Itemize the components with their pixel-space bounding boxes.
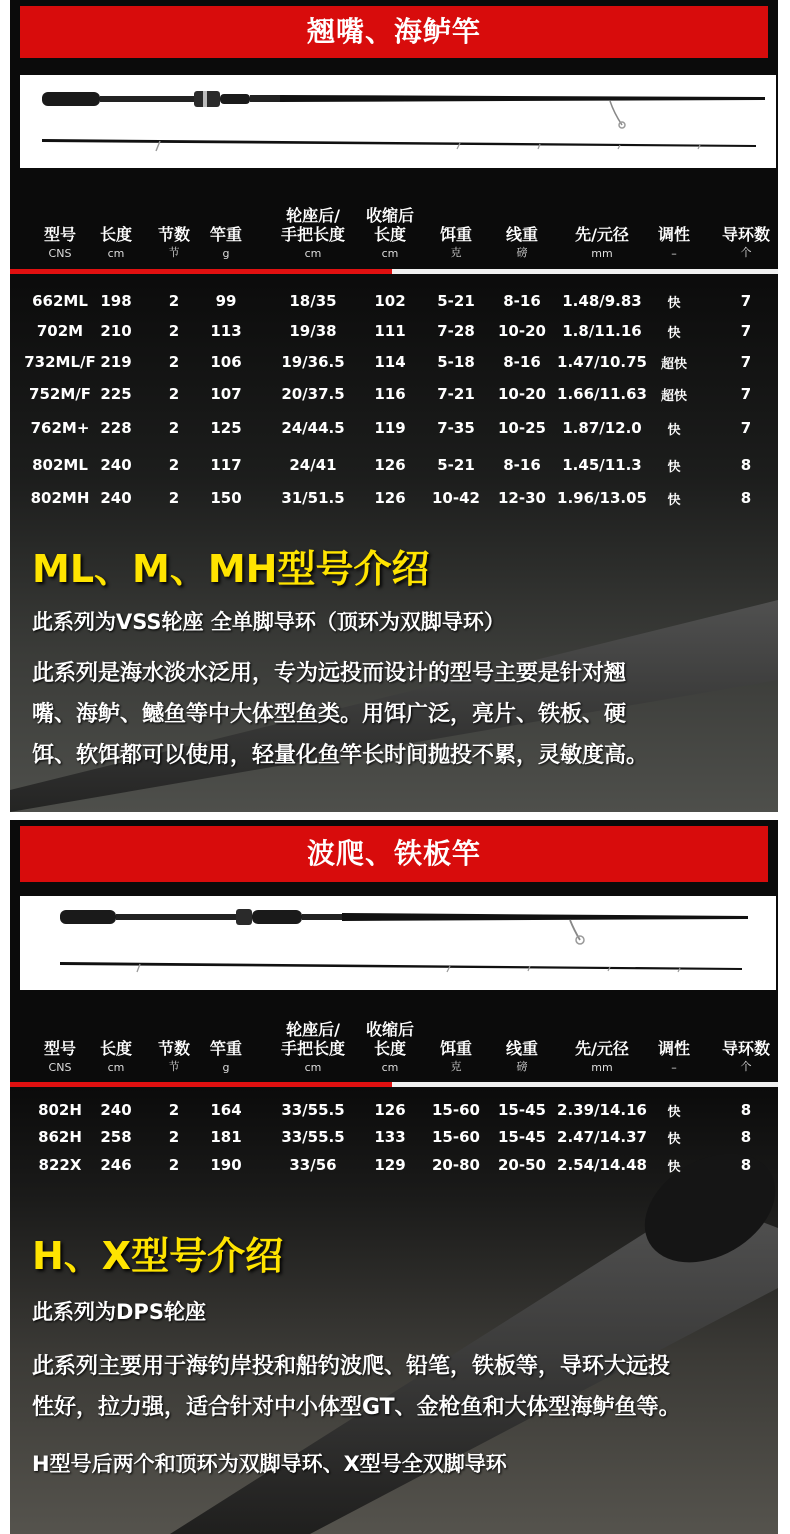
header-divider-red — [10, 269, 392, 274]
table-cell: 1.8/11.16 — [562, 322, 642, 340]
table-cell: 1.96/13.05 — [557, 489, 647, 507]
table-cell: 15-45 — [498, 1128, 546, 1146]
table-cell: 7 — [740, 353, 752, 371]
table-cell: 快 — [667, 1160, 681, 1175]
intro-paragraph: 此系列是海水淡水泛用，专为远投而设计的型号主要是针对翘 嘴、海鲈、鳡鱼等中大体型鱼类。用饵广泛，亮片、铁板、硬 饵、软饵都可以使用，轻量化鱼竿长时间抛投不累，灵敏度高。 — [32, 661, 649, 768]
table-cell: 2 — [168, 1156, 180, 1174]
column-header: 节数 节 — [157, 1039, 190, 1073]
column-header: 调性 – — [657, 225, 690, 260]
table-cell: 15-60 — [432, 1101, 480, 1119]
table-cell: 快 — [667, 460, 681, 475]
column-header: 型号 CNS — [43, 1039, 76, 1074]
table-cell: 7 — [740, 385, 752, 403]
table-cell: 8 — [740, 1156, 752, 1174]
table-cell: 10-20 — [498, 322, 546, 340]
table-cell: 117 — [210, 456, 242, 474]
table-cell: 802MH — [30, 489, 90, 507]
rod-photo — [20, 75, 776, 168]
table-cell: 31/51.5 — [281, 489, 345, 507]
intro-title: ML、M、MH型号介绍 — [32, 547, 430, 591]
table-cell: 822X — [38, 1156, 82, 1174]
column-header: 饵重 克 — [439, 1039, 472, 1073]
table-cell: 7-28 — [437, 322, 475, 340]
column-header: 长度 cm — [99, 1039, 132, 1074]
table-cell: 111 — [374, 322, 406, 340]
table-cell: 5-21 — [437, 456, 475, 474]
table-cell: 240 — [100, 489, 132, 507]
rod-photo — [20, 896, 776, 990]
table-cell: 12-30 — [498, 489, 546, 507]
table-cell: 2 — [168, 1101, 180, 1119]
table-cell: 99 — [215, 292, 237, 310]
table-cell: 1.45/11.3 — [562, 456, 642, 474]
table-cell: 102 — [374, 292, 406, 310]
table-cell: 10-42 — [432, 489, 480, 507]
table-cell: 210 — [100, 322, 132, 340]
table-cell: 8-16 — [503, 353, 541, 371]
table-cell: 19/38 — [289, 322, 337, 340]
column-header: 调性 – — [657, 1039, 690, 1074]
column-header: 线重 磅 — [505, 225, 538, 259]
column-header: 竿重 g — [209, 1039, 242, 1074]
table-cell: 5-21 — [437, 292, 475, 310]
section-banner: 翘嘴、海鲈竿 — [20, 6, 768, 58]
table-cell: 732ML/F — [24, 353, 96, 371]
table-cell: 198 — [100, 292, 132, 310]
table-cell: 8 — [740, 456, 752, 474]
table-cell: 2.47/14.37 — [557, 1128, 647, 1146]
table-cell: 7-21 — [437, 385, 475, 403]
table-cell: 2 — [168, 292, 180, 310]
column-header: 节数 节 — [157, 225, 190, 259]
intro-title: H、X型号介绍 — [32, 1234, 284, 1278]
table-cell: 126 — [374, 1101, 406, 1119]
table-cell: 24/41 — [289, 456, 337, 474]
table-cell: 129 — [374, 1156, 406, 1174]
table-cell: 164 — [210, 1101, 242, 1119]
table-cell: 8 — [740, 1101, 752, 1119]
section-banner: 波爬、铁板竿 — [20, 826, 768, 882]
table-cell: 2 — [168, 385, 180, 403]
table-cell: 107 — [210, 385, 242, 403]
intro-paragraph: 此系列主要用于海钓岸投和船钓波爬、铅笔，铁板等，导环大远投 性好，拉力强，适合针对中小体型GT、金枪鱼和大体型海鲈鱼等。 — [32, 1354, 681, 1420]
column-header: 导环数 个 — [721, 1039, 770, 1073]
table-cell: 802H — [38, 1101, 82, 1119]
table-cell: 126 — [374, 456, 406, 474]
column-header: 先/元径 mm — [575, 225, 629, 260]
table-cell: 752M/F — [29, 385, 91, 403]
table-cell: 18/35 — [289, 292, 337, 310]
table-cell: 5-18 — [437, 353, 475, 371]
table-cell: 2 — [168, 1128, 180, 1146]
table-cell: 119 — [374, 419, 406, 437]
table-cell: 快 — [667, 326, 681, 341]
column-header: 型号 CNS — [43, 225, 76, 260]
table-cell: 2 — [168, 322, 180, 340]
table-cell: 20-50 — [498, 1156, 546, 1174]
table-cell: 19/36.5 — [281, 353, 345, 371]
table-cell: 超快 — [660, 389, 687, 404]
table-cell: 113 — [210, 322, 242, 340]
table-cell: 2 — [168, 489, 180, 507]
table-cell: 8-16 — [503, 292, 541, 310]
table-cell: 快 — [667, 423, 681, 438]
table-cell: 181 — [210, 1128, 242, 1146]
column-header: 导环数 个 — [721, 225, 770, 259]
table-cell: 225 — [100, 385, 132, 403]
column-header: 长度 cm — [99, 225, 132, 260]
fishing-rod-icon — [20, 75, 776, 168]
column-header: 线重 磅 — [505, 1039, 538, 1073]
table-cell: 20/37.5 — [281, 385, 345, 403]
column-header: 竿重 g — [209, 225, 242, 260]
column-header: 轮座后/ 手把长度 cm — [280, 206, 345, 260]
table-cell: 15-45 — [498, 1101, 546, 1119]
table-cell: 862H — [38, 1128, 82, 1146]
table-cell: 2 — [168, 419, 180, 437]
table-cell: 2.39/14.16 — [557, 1101, 647, 1119]
column-header: 轮座后/ 手把长度 cm — [280, 1020, 345, 1074]
table-cell: 快 — [667, 296, 681, 311]
intro-line: 此系列为DPS轮座 — [32, 1300, 206, 1324]
table-cell: 133 — [374, 1128, 406, 1146]
table-cell: 219 — [100, 353, 132, 371]
table-cell: 228 — [100, 419, 132, 437]
table-cell: 快 — [667, 1132, 681, 1147]
table-cell: 7-35 — [437, 419, 475, 437]
table-cell: 8-16 — [503, 456, 541, 474]
table-cell: 2.54/14.48 — [557, 1156, 647, 1174]
table-cell: 258 — [100, 1128, 132, 1146]
table-cell: 8 — [740, 1128, 752, 1146]
fishing-rod-icon — [20, 896, 776, 990]
table-cell: 1.48/9.83 — [562, 292, 642, 310]
table-cell: 662ML — [32, 292, 88, 310]
table-cell: 7 — [740, 419, 752, 437]
table-cell: 126 — [374, 489, 406, 507]
table-cell: 116 — [374, 385, 406, 403]
table-cell: 33/55.5 — [281, 1101, 345, 1119]
column-header: 饵重 克 — [439, 225, 472, 259]
table-cell: 7 — [740, 322, 752, 340]
header-divider-red — [10, 1082, 392, 1087]
table-cell: 8 — [740, 489, 752, 507]
table-cell: 24/44.5 — [281, 419, 345, 437]
table-cell: 15-60 — [432, 1128, 480, 1146]
table-cell: 702M — [36, 322, 84, 340]
table-cell: 2 — [168, 456, 180, 474]
table-cell: 150 — [210, 489, 242, 507]
table-cell: 246 — [100, 1156, 132, 1174]
table-cell: 7 — [740, 292, 752, 310]
intro-note: H型号后两个和顶环为双脚导环、X型号全双脚导环 — [32, 1452, 507, 1476]
intro-line: 此系列为VSS轮座 全单脚导环（顶环为双脚导环） — [32, 610, 505, 634]
column-header: 收缩后 长度 cm — [365, 1020, 414, 1074]
table-cell: 2 — [168, 353, 180, 371]
table-cell: 10-25 — [498, 419, 546, 437]
column-header: 收缩后 长度 cm — [365, 206, 414, 260]
table-cell: 超快 — [660, 357, 687, 372]
table-cell: 33/55.5 — [281, 1128, 345, 1146]
table-cell: 快 — [667, 493, 681, 508]
table-cell: 240 — [100, 1101, 132, 1119]
header-divider-white — [392, 1082, 778, 1087]
table-cell: 125 — [210, 419, 242, 437]
table-cell: 762M+ — [30, 419, 90, 437]
table-cell: 1.47/10.75 — [557, 353, 647, 371]
table-cell: 190 — [210, 1156, 242, 1174]
table-cell: 10-20 — [498, 385, 546, 403]
table-cell: 114 — [374, 353, 406, 371]
table-cell: 106 — [210, 353, 242, 371]
table-cell: 802ML — [32, 456, 88, 474]
table-cell: 快 — [667, 1105, 681, 1120]
header-divider-white — [392, 269, 778, 274]
table-cell: 20-80 — [432, 1156, 480, 1174]
table-cell: 240 — [100, 456, 132, 474]
table-cell: 1.66/11.63 — [557, 385, 647, 403]
table-cell: 33/56 — [289, 1156, 337, 1174]
column-header: 先/元径 mm — [575, 1039, 629, 1074]
table-cell: 1.87/12.0 — [562, 419, 642, 437]
